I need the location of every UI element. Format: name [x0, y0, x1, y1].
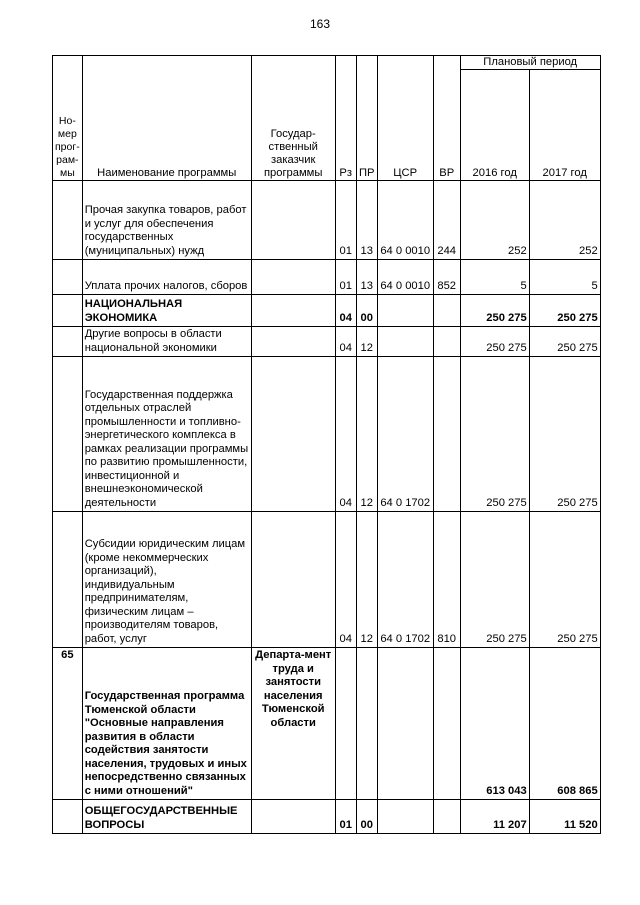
- cell-name: ОБЩЕГОСУДАРСТВЕННЫЕ ВОПРОСЫ: [82, 800, 251, 834]
- table-body: [53, 181, 601, 834]
- cell-customer: [251, 357, 335, 512]
- cell-num: [53, 800, 83, 834]
- cell-rz: 01: [335, 181, 356, 260]
- cell-num: [53, 512, 83, 648]
- cell-csr: [377, 800, 433, 834]
- cell-y2017: 5: [529, 260, 600, 295]
- cell-pr: 12: [356, 357, 377, 512]
- cell-name: Субсидии юридическим лицам (кроме некоммерческих организаций), индивидуальным предпринимателям, физическим лицам – производителям товаров, работ, услуг: [82, 512, 251, 648]
- cell-y2017: 11 520: [529, 800, 600, 834]
- table-row: [53, 327, 601, 357]
- cell-pr: 00: [356, 800, 377, 834]
- cell-csr: 64 0 1702: [377, 512, 433, 648]
- cell-rz: [335, 648, 356, 800]
- cell-rz: 04: [335, 357, 356, 512]
- cell-csr: 64 0 1702: [377, 357, 433, 512]
- cell-vr: [433, 648, 460, 800]
- cell-pr: 13: [356, 260, 377, 295]
- table-row: [53, 181, 601, 260]
- cell-csr: [377, 327, 433, 357]
- cell-y2016: 250 275: [460, 295, 529, 327]
- cell-name: Другие вопросы в области национальной экономики: [82, 327, 251, 357]
- cell-pr: 00: [356, 295, 377, 327]
- cell-vr: 852: [433, 260, 460, 295]
- cell-pr: 12: [356, 327, 377, 357]
- cell-y2017: 608 865: [529, 648, 600, 800]
- cell-customer: Департа-мент труда и занятости населения Тюменской области: [251, 648, 335, 800]
- cell-customer: [251, 327, 335, 357]
- cell-csr: 64 0 0010: [377, 181, 433, 260]
- table-row: [53, 295, 601, 327]
- cell-name: Уплата прочих налогов, сборов: [82, 260, 251, 295]
- table-row: [53, 260, 601, 295]
- cell-pr: 13: [356, 181, 377, 260]
- cell-rz: 04: [335, 295, 356, 327]
- cell-y2016: 11 207: [460, 800, 529, 834]
- cell-vr: [433, 327, 460, 357]
- cell-customer: [251, 260, 335, 295]
- header-rz: Рз: [335, 56, 356, 181]
- header-planning-period: Плановый период: [460, 56, 600, 70]
- header-state-customer: Государ- ственный заказчик программы: [251, 56, 335, 181]
- header-year-2017: 2017 год: [529, 70, 600, 181]
- cell-y2016: 5: [460, 260, 529, 295]
- cell-y2016: 252: [460, 181, 529, 260]
- cell-y2017: 250 275: [529, 295, 600, 327]
- table-row: [53, 648, 601, 800]
- table-header: [53, 56, 601, 181]
- cell-y2017: 250 275: [529, 327, 600, 357]
- cell-vr: 244: [433, 181, 460, 260]
- cell-y2016: 250 275: [460, 357, 529, 512]
- cell-name: Государственная программа Тюменской области "Основные направления развития в области содействия занятости населения, трудовых и иных непосредственно связанных с ними отношений": [82, 648, 251, 800]
- header-vr: ВР: [433, 56, 460, 181]
- header-program-name: Наименование программы: [82, 56, 251, 181]
- cell-y2016: 250 275: [460, 512, 529, 648]
- header-csr: ЦСР: [377, 56, 433, 181]
- cell-csr: [377, 648, 433, 800]
- cell-y2017: 250 275: [529, 512, 600, 648]
- header-year-2016: 2016 год: [460, 70, 529, 181]
- cell-y2016: 250 275: [460, 327, 529, 357]
- cell-vr: [433, 295, 460, 327]
- cell-customer: [251, 800, 335, 834]
- cell-rz: 01: [335, 260, 356, 295]
- cell-customer: [251, 295, 335, 327]
- cell-y2017: 252: [529, 181, 600, 260]
- cell-num: 65: [53, 648, 83, 800]
- cell-y2017: 250 275: [529, 357, 600, 512]
- cell-customer: [251, 512, 335, 648]
- cell-csr: 64 0 0010: [377, 260, 433, 295]
- header-program-number: Но- мер прог- рам- мы: [53, 56, 83, 181]
- table-row: [53, 800, 601, 834]
- cell-y2016: 613 043: [460, 648, 529, 800]
- cell-name: Государственная поддержка отдельных отраслей промышленности и топливно-энергетического комплекса в рамках реализации программы по развитию промышленности, инвестиционной и внешнеэкономической деятельности: [82, 357, 251, 512]
- cell-customer: [251, 181, 335, 260]
- cell-rz: 04: [335, 327, 356, 357]
- table-row: [53, 357, 601, 512]
- cell-vr: [433, 800, 460, 834]
- cell-num: [53, 295, 83, 327]
- cell-vr: [433, 357, 460, 512]
- cell-rz: 04: [335, 512, 356, 648]
- cell-csr: [377, 295, 433, 327]
- budget-table: [52, 55, 601, 834]
- page-number: 163: [309, 17, 331, 31]
- cell-num: [53, 260, 83, 295]
- cell-pr: [356, 648, 377, 800]
- cell-name: НАЦИОНАЛЬНАЯ ЭКОНОМИКА: [82, 295, 251, 327]
- cell-num: [53, 357, 83, 512]
- cell-vr: 810: [433, 512, 460, 648]
- cell-pr: 12: [356, 512, 377, 648]
- cell-num: [53, 181, 83, 260]
- table-row: [53, 512, 601, 648]
- header-pr: ПР: [356, 56, 377, 181]
- cell-num: [53, 327, 83, 357]
- cell-name: Прочая закупка товаров, работ и услуг для обеспечения государственных (муниципальных) нужд: [82, 181, 251, 260]
- cell-rz: 01: [335, 800, 356, 834]
